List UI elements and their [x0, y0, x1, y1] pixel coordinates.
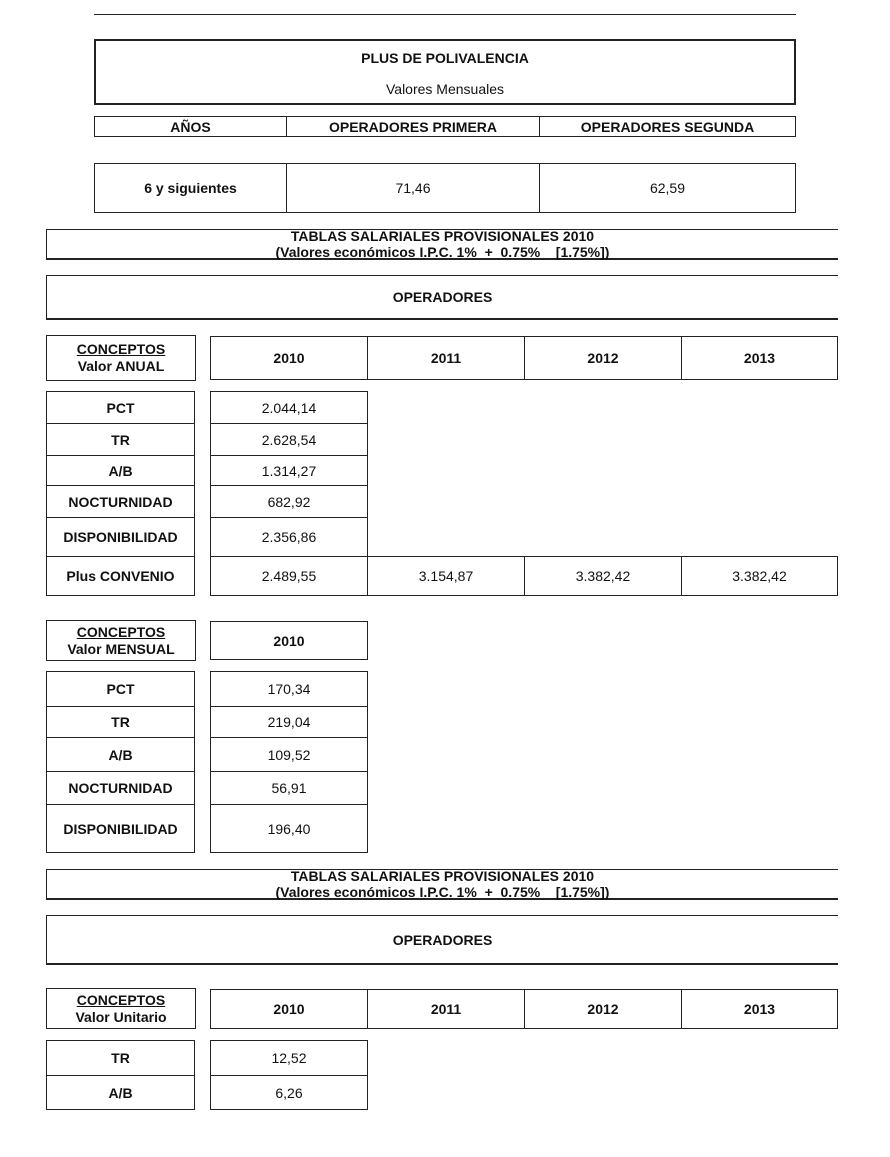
unitario-concept-title: CONCEPTOS	[76, 991, 166, 1008]
section1-title-box	[46, 229, 838, 260]
unitario-value-ab: 6,26	[210, 1075, 368, 1110]
mensual-label-tr: TR	[46, 706, 195, 738]
anual-label-nocturnidad: NOCTURNIDAD	[46, 485, 195, 518]
mensual-concept-title: CONCEPTOS	[76, 623, 166, 640]
anual-label-ab: A/B	[46, 455, 195, 486]
unitario-value-tr: 12,52	[210, 1040, 368, 1076]
polivalencia-title-box	[94, 39, 796, 105]
section1-title-line1: TABLAS SALARIALES PROVISIONALES 2010	[290, 228, 595, 244]
unitario-label-ab: A/B	[46, 1075, 195, 1110]
polivalencia-title: PLUS DE POLIVALENCIA	[361, 50, 529, 66]
anual-value-tr: 2.628,54	[210, 423, 368, 456]
row-segunda-value: 62,59	[539, 163, 796, 213]
header-operadores-primera: OPERADORES PRIMERA	[286, 116, 540, 137]
anual-label-disponibilidad: DISPONIBILIDAD	[46, 517, 195, 557]
anual-year-2010: 2010	[210, 336, 368, 380]
mensual-value-nocturnidad: 56,91	[210, 771, 368, 805]
anual-year-2012: 2012	[524, 336, 682, 380]
section2-title-line1: TABLAS SALARIALES PROVISIONALES 2010	[290, 868, 595, 884]
anual-concept-title: CONCEPTOS	[76, 341, 166, 357]
mensual-concept-sub: Valor MENSUAL	[67, 640, 175, 657]
mensual-value-disponibilidad: 196,40	[210, 804, 368, 853]
mensual-label-nocturnidad: NOCTURNIDAD	[46, 771, 195, 805]
header-anos: AÑOS	[94, 116, 287, 137]
mensual-label-ab: A/B	[46, 737, 195, 772]
section2-title-box	[46, 869, 838, 900]
anual-value-plus-convenio-2012: 3.382,42	[524, 556, 682, 596]
section1-group-header	[46, 275, 838, 320]
mensual-value-ab: 109,52	[210, 737, 368, 772]
section2-title-line2: (Valores económicos I.P.C. 1% + 0.75% [1.75%])	[275, 884, 610, 900]
anual-value-plus-convenio-2010: 2.489,55	[210, 556, 368, 596]
unitario-year-2010: 2010	[210, 989, 368, 1029]
unitario-concept-header	[46, 988, 196, 1029]
polivalencia-subtitle: Valores Mensuales	[385, 81, 505, 97]
unitario-year-2012: 2012	[524, 989, 682, 1029]
anual-year-2011: 2011	[367, 336, 525, 380]
section2-group-label: OPERADORES	[392, 931, 493, 948]
unitario-concept-sub: Valor Unitario	[75, 1008, 167, 1025]
mensual-value-pct: 170,34	[210, 671, 368, 707]
anual-value-plus-convenio-2013: 3.382,42	[681, 556, 838, 596]
section1-group-label: OPERADORES	[392, 289, 493, 305]
mensual-value-tr: 219,04	[210, 706, 368, 738]
top-rule	[94, 14, 796, 15]
anual-concept-header	[46, 335, 196, 381]
unitario-year-2013: 2013	[681, 989, 838, 1029]
mensual-label-pct: PCT	[46, 671, 195, 707]
mensual-label-disponibilidad: DISPONIBILIDAD	[46, 804, 195, 853]
row-primera-value: 71,46	[286, 163, 540, 213]
mensual-year-2010: 2010	[210, 621, 368, 660]
anual-value-disponibilidad: 2.356,86	[210, 517, 368, 557]
anual-label-tr: TR	[46, 423, 195, 456]
section1-title-line2: (Valores económicos I.P.C. 1% + 0.75% [1.75%])	[275, 244, 610, 260]
unitario-year-2011: 2011	[367, 989, 525, 1029]
unitario-label-tr: TR	[46, 1040, 195, 1076]
header-operadores-segunda: OPERADORES SEGUNDA	[539, 116, 796, 137]
anual-year-2013: 2013	[681, 336, 838, 380]
anual-value-pct: 2.044,14	[210, 391, 368, 424]
row-anos-value: 6 y siguientes	[94, 163, 287, 213]
anual-concept-sub: Valor ANUAL	[77, 358, 165, 374]
section2-group-header	[46, 915, 838, 965]
anual-value-nocturnidad: 682,92	[210, 485, 368, 518]
anual-label-pct: PCT	[46, 391, 195, 424]
anual-label-plus-convenio: Plus CONVENIO	[46, 556, 195, 596]
mensual-concept-header	[46, 620, 196, 661]
anual-value-ab: 1.314,27	[210, 455, 368, 486]
anual-value-plus-convenio-2011: 3.154,87	[367, 556, 525, 596]
